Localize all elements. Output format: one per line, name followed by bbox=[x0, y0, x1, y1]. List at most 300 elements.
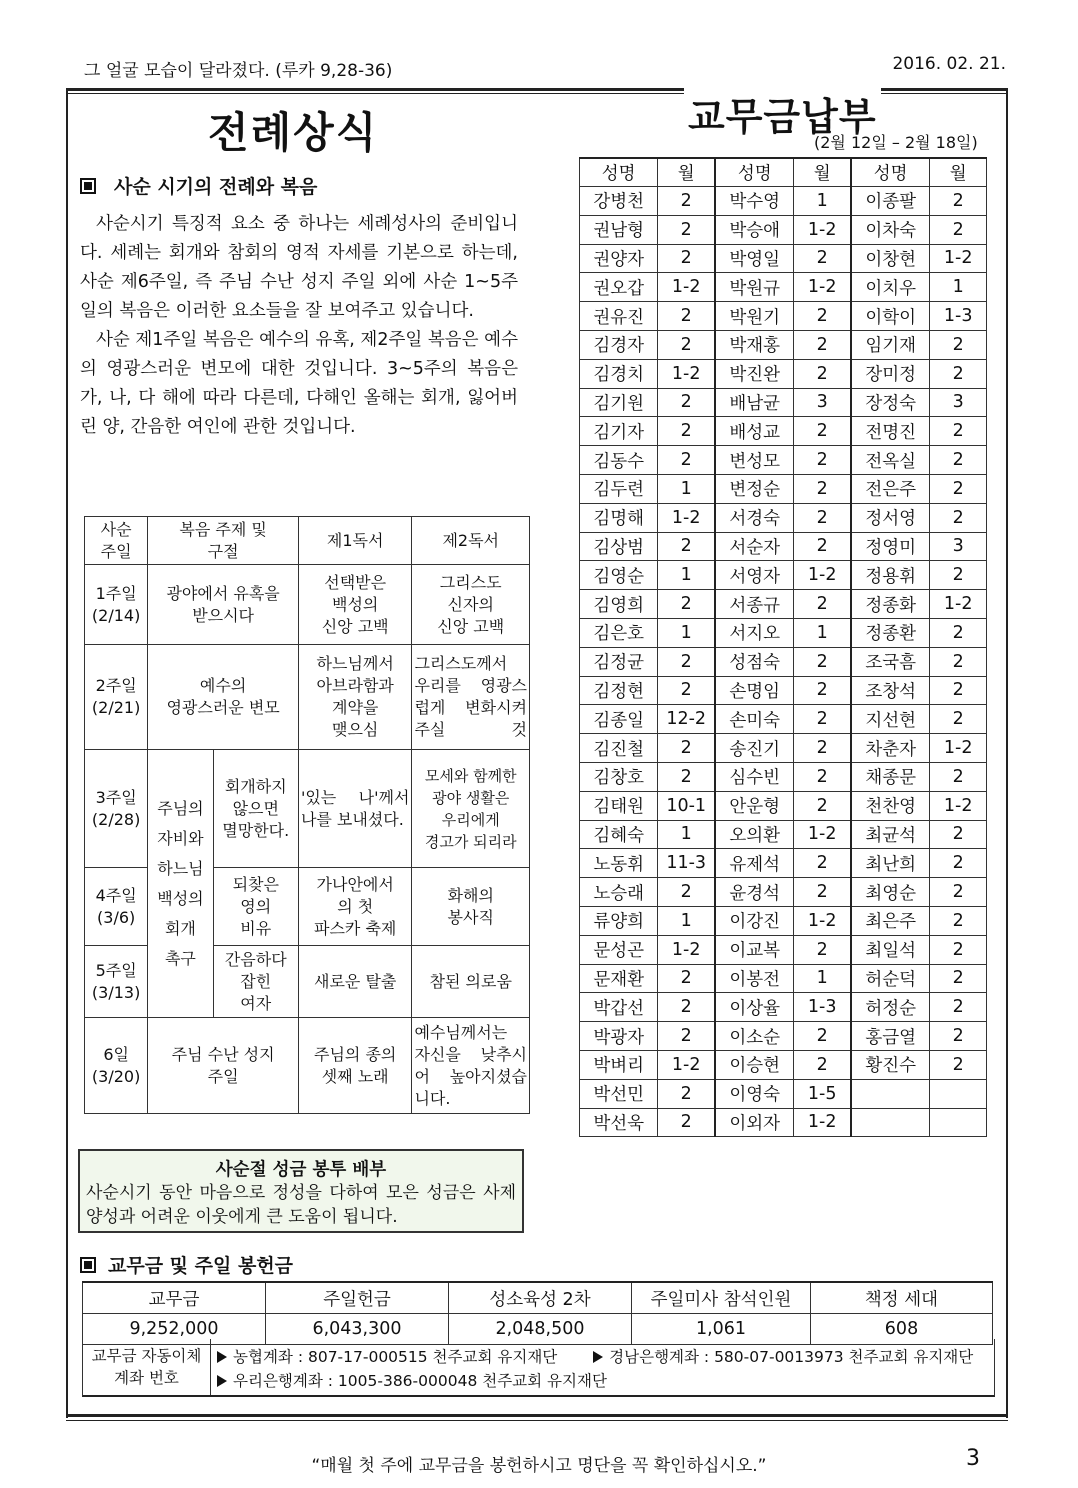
dues-name: 허정순 bbox=[851, 993, 930, 1022]
dues-name: 정종화 bbox=[851, 590, 930, 619]
footer-quote: “매월 첫 주에 교무금을 봉헌하시고 명단을 꼭 확인하십시오.” bbox=[311, 1456, 767, 1476]
dues-month: 2 bbox=[794, 849, 851, 878]
week1-reading2: 그리스도 신자의 신앙 고백 bbox=[412, 565, 530, 645]
lent-envelope-notice bbox=[78, 1149, 524, 1233]
notice-body: 사순시기 동안 마음으로 정성을 다하여 모은 성금은 사제양성과 어려운 이웃에게 큰 도움이 됩니다. bbox=[86, 1183, 516, 1227]
week4-reading1: 가나안에서 의 첫 파스카 축제 bbox=[298, 868, 412, 946]
dues-row bbox=[580, 993, 987, 1022]
dues-month: 1 bbox=[658, 561, 715, 590]
dues-month: 1-2 bbox=[658, 1050, 715, 1079]
dues-month: 2 bbox=[930, 849, 987, 878]
dues-name: 김상범 bbox=[580, 532, 658, 561]
dues-name: 서영자 bbox=[715, 561, 794, 590]
dues-row bbox=[580, 503, 987, 532]
col-header-reading1: 제1독서 bbox=[298, 517, 412, 565]
dues-name: 이봉전 bbox=[715, 964, 794, 993]
dues-month: 1-2 bbox=[658, 359, 715, 388]
dues-month: 2 bbox=[658, 1022, 715, 1051]
week3-reading2: 모세와 함께한 광야 생활은 우리에게 경고가 되리라 bbox=[412, 750, 530, 868]
dues-name: 배성교 bbox=[715, 417, 794, 446]
dues-month: 2 bbox=[930, 187, 987, 216]
dues-month: 10-1 bbox=[658, 791, 715, 820]
dues-month: 2 bbox=[658, 187, 715, 216]
dues-month: 2 bbox=[930, 1022, 987, 1051]
summary-value: 1,061 bbox=[632, 1314, 811, 1345]
week1-label: 1주일 (2/14) bbox=[85, 565, 148, 645]
dues-month: 2 bbox=[930, 935, 987, 964]
dues-month: 2 bbox=[794, 474, 851, 503]
dues-name: 장미정 bbox=[851, 359, 930, 388]
dues-name: 이강진 bbox=[715, 906, 794, 935]
frame-bottom-rule-thin bbox=[66, 1420, 1008, 1421]
week2-theme: 예수의 영광스러운 변모 bbox=[148, 645, 299, 750]
dues-row bbox=[580, 532, 987, 561]
triangle-bullet-icon bbox=[593, 1351, 603, 1363]
dues-name: 배남균 bbox=[715, 388, 794, 417]
dues-month: 2 bbox=[658, 417, 715, 446]
dues-name: 정서영 bbox=[851, 503, 930, 532]
dues-name: 홍금열 bbox=[851, 1022, 930, 1051]
dues-row bbox=[580, 273, 987, 302]
summary-value: 608 bbox=[811, 1314, 993, 1345]
dues-month: 2 bbox=[658, 590, 715, 619]
dues-month: 2 bbox=[794, 705, 851, 734]
dues-name: 노승래 bbox=[580, 878, 658, 907]
summary-value: 6,043,300 bbox=[266, 1314, 449, 1345]
dues-row bbox=[580, 302, 987, 331]
header-reading: 그 얼굴 모습이 달라졌다. (루카 9,28-36) bbox=[84, 61, 393, 81]
summary-value: 9,252,000 bbox=[83, 1314, 266, 1345]
summary-section-heading bbox=[80, 1251, 293, 1278]
dues-month: 2 bbox=[930, 647, 987, 676]
bank-accounts-row-2 bbox=[217, 1369, 607, 1391]
dues-month: 2 bbox=[794, 1050, 851, 1079]
dues-row bbox=[580, 446, 987, 475]
dues-name: 이승현 bbox=[715, 1050, 794, 1079]
dues-name: 김혜숙 bbox=[580, 820, 658, 849]
dues-name: 오의환 bbox=[715, 820, 794, 849]
dues-month: 1-2 bbox=[930, 734, 987, 763]
dues-month: 1-2 bbox=[794, 1108, 851, 1137]
col-header-month: 월 bbox=[930, 158, 987, 187]
dues-row bbox=[580, 561, 987, 590]
dues-month: 3 bbox=[930, 532, 987, 561]
dues-month: 2 bbox=[930, 1050, 987, 1079]
week2-reading2: 그리스도께서 우리를 영광스럽게 변화시켜 주실 것 bbox=[412, 645, 530, 750]
dues-month: 1-2 bbox=[658, 273, 715, 302]
dues-month: 1-2 bbox=[794, 820, 851, 849]
dues-month: 2 bbox=[930, 618, 987, 647]
dues-month bbox=[930, 1108, 987, 1137]
dues-month: 1 bbox=[930, 273, 987, 302]
dues-name: 이영숙 bbox=[715, 1079, 794, 1108]
dues-month: 2 bbox=[794, 503, 851, 532]
dues-name: 김진철 bbox=[580, 734, 658, 763]
dues-name: 권남형 bbox=[580, 215, 658, 244]
dues-name: 김정균 bbox=[580, 647, 658, 676]
dues-name: 박영일 bbox=[715, 244, 794, 273]
dues-name: 지선현 bbox=[851, 705, 930, 734]
dues-month: 1-3 bbox=[794, 993, 851, 1022]
dues-row bbox=[580, 676, 987, 705]
week1-theme: 광야에서 유혹을 받으시다 bbox=[148, 565, 299, 645]
account-kyongnam: 경남은행계좌 : 580-07-0013973 천주교회 유지재단 bbox=[609, 1348, 974, 1366]
dues-month: 2 bbox=[794, 446, 851, 475]
dues-month: 2 bbox=[658, 734, 715, 763]
summary-value: 2,048,500 bbox=[449, 1314, 632, 1345]
dues-row bbox=[580, 791, 987, 820]
dues-row bbox=[580, 417, 987, 446]
dues-name: 유제석 bbox=[715, 849, 794, 878]
dues-row bbox=[580, 935, 987, 964]
dues-name: 이차숙 bbox=[851, 215, 930, 244]
dues-month: 2 bbox=[658, 302, 715, 331]
dues-name: 이상율 bbox=[715, 993, 794, 1022]
dues-row bbox=[580, 215, 987, 244]
dues-name: 허순덕 bbox=[851, 964, 930, 993]
dues-month: 1-2 bbox=[794, 561, 851, 590]
dues-month: 1 bbox=[658, 618, 715, 647]
dues-month: 2 bbox=[794, 734, 851, 763]
dues-name: 이창현 bbox=[851, 244, 930, 273]
dues-month: 1-2 bbox=[658, 935, 715, 964]
dues-name bbox=[851, 1079, 930, 1108]
frame-bottom-rule bbox=[66, 1414, 1008, 1417]
dues-name: 김경자 bbox=[580, 330, 658, 359]
dues-name: 심수빈 bbox=[715, 762, 794, 791]
dues-month: 1 bbox=[794, 964, 851, 993]
dues-month: 2 bbox=[930, 446, 987, 475]
dues-name: 박선욱 bbox=[580, 1108, 658, 1137]
dues-month: 2 bbox=[658, 388, 715, 417]
week2-label: 2주일 (2/21) bbox=[85, 645, 148, 750]
summary-section-title: 교무금 및 주일 봉헌금 bbox=[108, 1255, 294, 1277]
dues-month: 2 bbox=[930, 820, 987, 849]
dues-name: 서경숙 bbox=[715, 503, 794, 532]
dues-row bbox=[580, 187, 987, 216]
dues-name: 윤경석 bbox=[715, 878, 794, 907]
liturgy-section-heading bbox=[80, 172, 317, 199]
dues-name: 박진완 bbox=[715, 359, 794, 388]
dues-name: 김창호 bbox=[580, 762, 658, 791]
dues-row bbox=[580, 734, 987, 763]
dues-month: 1-2 bbox=[794, 273, 851, 302]
dues-month: 2 bbox=[930, 561, 987, 590]
dues-month: 1-2 bbox=[658, 503, 715, 532]
weeks3to5-theme: 주님의 자비와 하느님 백성의 회개 촉구 bbox=[148, 750, 213, 1018]
dues-month: 2 bbox=[794, 417, 851, 446]
dues-name: 김태원 bbox=[580, 791, 658, 820]
dues-month: 2 bbox=[794, 302, 851, 331]
dues-month: 2 bbox=[658, 330, 715, 359]
dues-name: 김정현 bbox=[580, 676, 658, 705]
dues-name: 박갑선 bbox=[580, 993, 658, 1022]
week6-reading1: 주님의 종의 셋째 노래 bbox=[298, 1018, 412, 1114]
week5-reading2: 참된 의로움 bbox=[412, 946, 530, 1018]
dues-month: 1 bbox=[658, 474, 715, 503]
week4-reading2: 화해의 봉사직 bbox=[412, 868, 530, 946]
dues-name: 서종규 bbox=[715, 590, 794, 619]
dues-name: 정종환 bbox=[851, 618, 930, 647]
dues-name: 변성모 bbox=[715, 446, 794, 475]
summary-header: 주일헌금 bbox=[266, 1282, 449, 1314]
col-header-name: 성명 bbox=[715, 158, 794, 187]
week3-label: 3주일 (2/28) bbox=[85, 750, 148, 868]
dues-name: 노동휘 bbox=[580, 849, 658, 878]
dues-name: 천찬영 bbox=[851, 791, 930, 820]
dues-month: 2 bbox=[930, 417, 987, 446]
dues-month: 2 bbox=[930, 359, 987, 388]
dues-month: 1-2 bbox=[930, 244, 987, 273]
dues-month: 11-3 bbox=[658, 849, 715, 878]
dues-name: 김명해 bbox=[580, 503, 658, 532]
dues-name: 전옥실 bbox=[851, 446, 930, 475]
dues-month: 2 bbox=[930, 215, 987, 244]
dues-name: 송진기 bbox=[715, 734, 794, 763]
liturgy-body bbox=[80, 210, 518, 442]
col-header-reading2: 제2독서 bbox=[412, 517, 530, 565]
dues-name: 김영희 bbox=[580, 590, 658, 619]
dues-name: 채종문 bbox=[851, 762, 930, 791]
dues-name: 변정순 bbox=[715, 474, 794, 503]
dues-month: 1 bbox=[794, 187, 851, 216]
dues-month: 2 bbox=[794, 590, 851, 619]
dues-name: 김기원 bbox=[580, 388, 658, 417]
dues-month: 2 bbox=[930, 330, 987, 359]
liturgy-title: 전례상식 bbox=[208, 108, 379, 157]
dues-name: 장정숙 bbox=[851, 388, 930, 417]
dues-row bbox=[580, 849, 987, 878]
dues-month: 3 bbox=[930, 388, 987, 417]
dues-name: 강병천 bbox=[580, 187, 658, 216]
dues-month: 2 bbox=[658, 532, 715, 561]
dues-name: 김경치 bbox=[580, 359, 658, 388]
dues-month: 2 bbox=[658, 878, 715, 907]
dues-month: 2 bbox=[794, 532, 851, 561]
account-nonghyup: 농협계좌 : 807-17-000515 천주교회 유지재단 bbox=[233, 1348, 558, 1366]
dues-month: 2 bbox=[794, 1022, 851, 1051]
frame-right-rule bbox=[1006, 88, 1008, 1418]
dues-row bbox=[580, 820, 987, 849]
dues-name: 전명진 bbox=[851, 417, 930, 446]
dues-row bbox=[580, 1050, 987, 1079]
dues-row bbox=[580, 618, 987, 647]
week6-theme: 주님 수난 성지 주일 bbox=[148, 1018, 299, 1114]
dues-name: 이치우 bbox=[851, 273, 930, 302]
dues-name: 조창석 bbox=[851, 676, 930, 705]
dues-month: 2 bbox=[658, 964, 715, 993]
dues-month: 2 bbox=[930, 906, 987, 935]
frame-left-rule bbox=[66, 88, 68, 1418]
header-date: 2016. 02. 21. bbox=[892, 54, 1006, 74]
notice-title: 사순절 성금 봉투 배부 bbox=[215, 1160, 387, 1180]
dues-name: 최균석 bbox=[851, 820, 930, 849]
dues-name: 이종팔 bbox=[851, 187, 930, 216]
dues-row bbox=[580, 244, 987, 273]
dues-name: 정용휘 bbox=[851, 561, 930, 590]
dues-row bbox=[580, 359, 987, 388]
dues-name: 최은주 bbox=[851, 906, 930, 935]
week4-label: 4주일 (3/6) bbox=[85, 868, 148, 946]
dues-month: 2 bbox=[794, 762, 851, 791]
dues-row bbox=[580, 1108, 987, 1137]
dues-month: 2 bbox=[658, 762, 715, 791]
dues-name: 박승애 bbox=[715, 215, 794, 244]
dues-month: 1-2 bbox=[794, 906, 851, 935]
dues-name: 박수영 bbox=[715, 187, 794, 216]
dues-name bbox=[851, 1108, 930, 1137]
dues-row bbox=[580, 474, 987, 503]
dues-name: 임기재 bbox=[851, 330, 930, 359]
dues-month: 2 bbox=[930, 993, 987, 1022]
week5-reading1: 새로운 탈출 bbox=[298, 946, 412, 1018]
col-header-week: 사순 주일 bbox=[85, 517, 148, 565]
dues-month bbox=[930, 1079, 987, 1108]
dues-month: 2 bbox=[794, 878, 851, 907]
dues-row bbox=[580, 388, 987, 417]
dues-month: 2 bbox=[794, 647, 851, 676]
dues-name: 김기자 bbox=[580, 417, 658, 446]
dues-month: 2 bbox=[794, 359, 851, 388]
dues-month: 1 bbox=[658, 906, 715, 935]
dues-month: 2 bbox=[658, 647, 715, 676]
triangle-bullet-icon bbox=[217, 1351, 227, 1363]
page-number: 3 bbox=[966, 1446, 980, 1471]
week5-subtheme: 간음하다 잡힌 여자 bbox=[213, 946, 298, 1018]
dues-name: 김동수 bbox=[580, 446, 658, 475]
dues-month: 2 bbox=[794, 244, 851, 273]
dues-name: 이교복 bbox=[715, 935, 794, 964]
liturgy-section-title: 사순 시기의 전례와 복음 bbox=[114, 176, 318, 198]
dues-month: 2 bbox=[658, 446, 715, 475]
dues-name: 성점숙 bbox=[715, 647, 794, 676]
dues-month: 2 bbox=[658, 244, 715, 273]
dues-title: 교무금납부 bbox=[684, 86, 881, 141]
square-bullet-icon bbox=[80, 1257, 96, 1273]
dues-name: 최영순 bbox=[851, 878, 930, 907]
offering-summary-table bbox=[82, 1281, 993, 1345]
bank-accounts-row-1 bbox=[217, 1345, 973, 1367]
dues-payment-table bbox=[579, 157, 987, 1137]
week1-reading1: 선택받은 백성의 신앙 고백 bbox=[298, 565, 412, 645]
summary-header: 책정 세대 bbox=[811, 1282, 993, 1314]
dues-name: 황진수 bbox=[851, 1050, 930, 1079]
triangle-bullet-icon bbox=[217, 1375, 227, 1387]
dues-name: 권유진 bbox=[580, 302, 658, 331]
dues-name: 조국흠 bbox=[851, 647, 930, 676]
summary-header: 주일미사 참석인원 bbox=[632, 1282, 811, 1314]
week5-label: 5주일 (3/13) bbox=[85, 946, 148, 1018]
dues-name: 김종일 bbox=[580, 705, 658, 734]
dues-name: 박재홍 bbox=[715, 330, 794, 359]
summary-header: 교무금 bbox=[83, 1282, 266, 1314]
dues-row bbox=[580, 590, 987, 619]
week3-reading1: '있는 나'께서 나를 보내셨다. bbox=[298, 750, 412, 868]
col-header-name: 성명 bbox=[580, 158, 658, 187]
dues-row bbox=[580, 878, 987, 907]
dues-month: 2 bbox=[930, 503, 987, 532]
dues-month: 1-3 bbox=[930, 302, 987, 331]
dues-name: 서지오 bbox=[715, 618, 794, 647]
week6-label: 6일 (3/20) bbox=[85, 1018, 148, 1114]
liturgy-paragraph-1: 사순시기 특징적 요소 중 하나는 세례성사의 준비입니다. 세례는 회개와 참회의 영적 자세를 기본으로 하는데, 사순 제6주일, 즉 주님 수난 성지 주일 외에 사순 1~5주일의 복음은 이러한 요소들을 잘 보여주고 있습니다. bbox=[80, 214, 518, 321]
dues-month: 1-2 bbox=[930, 590, 987, 619]
dues-name: 손미숙 bbox=[715, 705, 794, 734]
dues-period: (2월 12일 – 2월 18일) bbox=[814, 133, 978, 152]
dues-name: 권양자 bbox=[580, 244, 658, 273]
dues-name: 손명임 bbox=[715, 676, 794, 705]
dues-name: 박원규 bbox=[715, 273, 794, 302]
dues-name: 이소순 bbox=[715, 1022, 794, 1051]
dues-month: 2 bbox=[658, 1079, 715, 1108]
dues-month: 2 bbox=[658, 1108, 715, 1137]
dues-row bbox=[580, 1079, 987, 1108]
col-header-theme: 복음 주제 및 구절 bbox=[148, 517, 299, 565]
dues-name: 문재환 bbox=[580, 964, 658, 993]
dues-name: 최일석 bbox=[851, 935, 930, 964]
dues-month: 2 bbox=[930, 676, 987, 705]
dues-name: 안운형 bbox=[715, 791, 794, 820]
dues-month: 2 bbox=[658, 993, 715, 1022]
dues-name: 김두련 bbox=[580, 474, 658, 503]
liturgy-paragraph-2: 사순 제1주일 복음은 예수의 유혹, 제2주일 복음은 예수의 영광스러운 변모에 대한 것입니다. 3~5주의 복음은 가, 나, 다 해에 따라 다른데, 다해인 올해는 회개, 잃어버린 양, 간음한 여인에 관한 것입니다. bbox=[80, 330, 518, 437]
dues-name: 이외자 bbox=[715, 1108, 794, 1137]
dues-name: 박벼리 bbox=[580, 1050, 658, 1079]
dues-name: 문성곤 bbox=[580, 935, 658, 964]
week2-reading1: 하느님께서 아브라함과 계약을 맺으심 bbox=[298, 645, 412, 750]
dues-month: 1-2 bbox=[794, 215, 851, 244]
dues-row bbox=[580, 330, 987, 359]
dues-month: 1 bbox=[658, 820, 715, 849]
dues-name: 김영순 bbox=[580, 561, 658, 590]
week4-subtheme: 되찾은 영의 비유 bbox=[213, 868, 298, 946]
dues-row bbox=[580, 964, 987, 993]
dues-row bbox=[580, 647, 987, 676]
dues-month: 2 bbox=[794, 791, 851, 820]
col-header-month: 월 bbox=[658, 158, 715, 187]
col-header-name: 성명 bbox=[851, 158, 930, 187]
dues-name: 차춘자 bbox=[851, 734, 930, 763]
dues-month: 2 bbox=[930, 878, 987, 907]
dues-row bbox=[580, 1022, 987, 1051]
dues-name: 류양희 bbox=[580, 906, 658, 935]
dues-month: 2 bbox=[794, 330, 851, 359]
dues-name: 박광자 bbox=[580, 1022, 658, 1051]
dues-row bbox=[580, 762, 987, 791]
dues-name: 권오갑 bbox=[580, 273, 658, 302]
account-woori: 우리은행계좌 : 1005-386-000048 천주교회 유지재단 bbox=[233, 1372, 607, 1390]
dues-name: 서순자 bbox=[715, 532, 794, 561]
dues-month: 1-2 bbox=[930, 791, 987, 820]
col-header-month: 월 bbox=[794, 158, 851, 187]
week3-subtheme: 회개하지 않으면 멸망한다. bbox=[213, 750, 298, 868]
dues-name: 정영미 bbox=[851, 532, 930, 561]
dues-month: 2 bbox=[930, 705, 987, 734]
bank-accounts-label: 교무금 자동이체 계좌 번호 bbox=[83, 1339, 211, 1395]
summary-header: 성소육성 2차 bbox=[449, 1282, 632, 1314]
dues-name: 최난희 bbox=[851, 849, 930, 878]
dues-month: 1-5 bbox=[794, 1079, 851, 1108]
dues-name: 박선민 bbox=[580, 1079, 658, 1108]
dues-month: 2 bbox=[658, 676, 715, 705]
dues-month: 2 bbox=[794, 935, 851, 964]
dues-name: 이학이 bbox=[851, 302, 930, 331]
dues-row bbox=[580, 906, 987, 935]
dues-name: 박원기 bbox=[715, 302, 794, 331]
dues-month: 1 bbox=[794, 618, 851, 647]
dues-month: 2 bbox=[658, 215, 715, 244]
dues-name: 김은호 bbox=[580, 618, 658, 647]
